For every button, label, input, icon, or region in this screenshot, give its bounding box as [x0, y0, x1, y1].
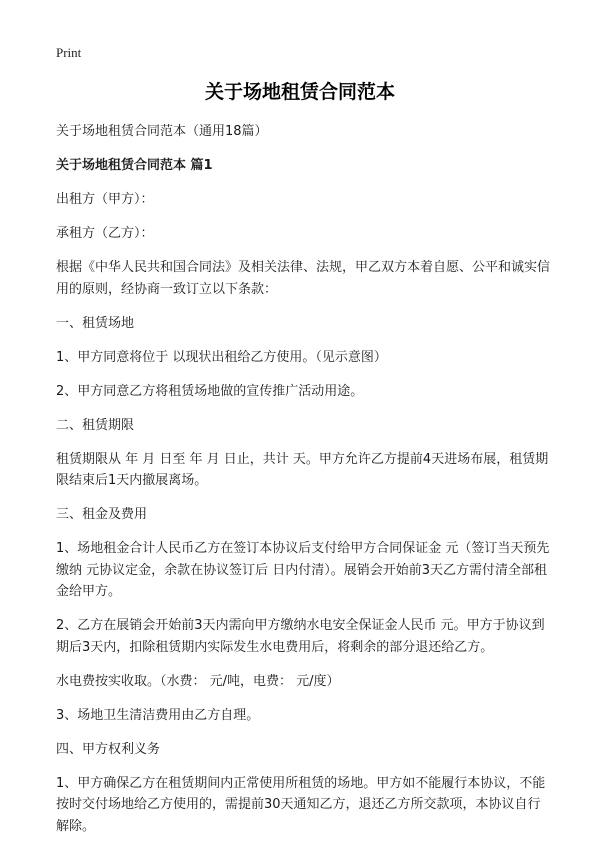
paragraph: 2、甲方同意乙方将租赁场地做的宣传推广活动用途。 — [56, 383, 364, 399]
paragraph: 1、甲方确保乙方在租赁期间内正常使用所租赁的场地。甲方如不能履行本协议，不能按时交付场地给乙方使用的，需提前30天通知乙方，退还乙方所交款项，本协议自行解除。 — [56, 775, 546, 834]
paragraph: 2、乙方在展销会开始前3天内需向甲方缴纳水电安全保证金人民币 元。甲方于协议到期后3天内，扣除租赁期内实际发生水电费用后，将剩余的部分退还给乙方。 — [56, 618, 545, 655]
paragraph: 承租方（乙方）： — [56, 226, 154, 241]
paragraph: 二、租赁期限 — [56, 417, 135, 433]
paragraph: 三、租金及费用 — [56, 507, 148, 522]
paragraph: 出租方（甲方）： — [56, 192, 154, 207]
document-title: 关于场地租赁合同范本 — [204, 81, 395, 103]
paragraph: 1、场地租金合计人民币乙方在签订本协议后支付给甲方合同保证金 元（签订当天预先缴纳 元协议定金，余款在协议签订后 日内付清）。展销会开始前3天乙方需付清全部租金给甲方。 — [56, 541, 550, 599]
paragraph: 租赁期限从 年 月 日至 年 月 日止，共计 天。甲方允许乙方提前4天进场布展，租赁期限结束后1天内撤展离场。 — [56, 451, 549, 488]
paragraph: 四、甲方权利义务 — [56, 741, 161, 757]
document-body — [56, 121, 550, 850]
paragraph: 关于场地租赁合同范本（通用18篇） — [56, 124, 268, 139]
paragraph: 3、场地卫生清洁费用由乙方自理。 — [56, 707, 260, 723]
section-heading: 关于场地租赁合同范本 篇1 — [56, 158, 213, 173]
paragraph: 一、租赁场地 — [56, 315, 135, 331]
print-link[interactable]: Print — [56, 45, 82, 60]
paragraph: 根据《中华人民共和国合同法》及相关法律、法规，甲乙双方本着自愿、公平和诚实信用的原则，经协商一致订立以下条款： — [56, 260, 551, 297]
paragraph: 水电费按实收取。（水费： 元/吨，电费： 元/度） — [56, 673, 340, 689]
paragraph: 1、甲方同意将位于 以现状出租给乙方使用。（见示意图） — [56, 349, 387, 365]
